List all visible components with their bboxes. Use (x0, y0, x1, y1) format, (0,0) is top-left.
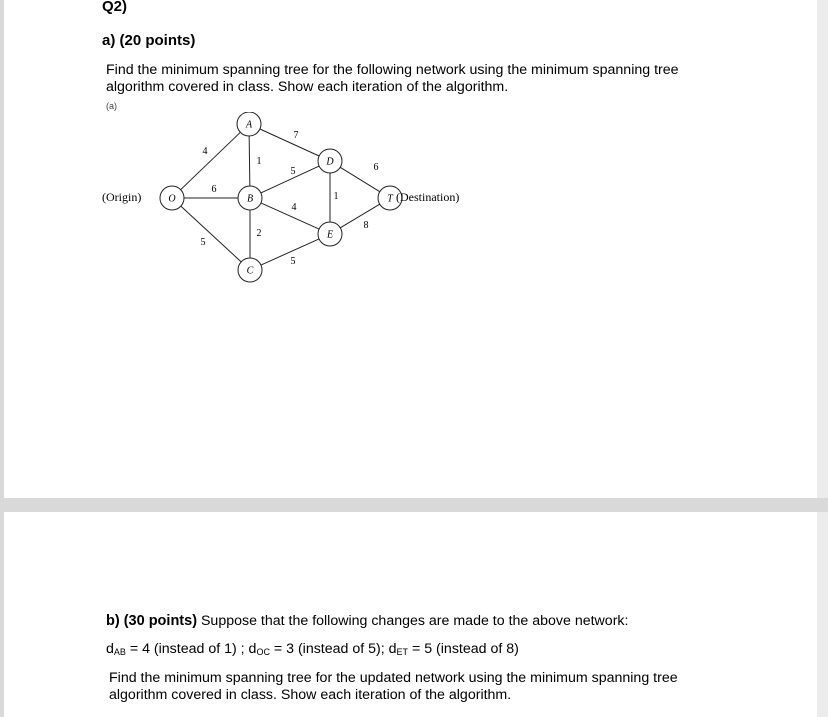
node-label-E: E (326, 229, 334, 241)
part-b-intro-text: Suppose that the following changes are made to the above network: (197, 613, 629, 629)
distance-var: d (248, 641, 257, 657)
distance-var: d (106, 641, 114, 657)
edge-O-A (181, 132, 241, 189)
page-edge (817, 512, 828, 717)
distance-change-text: = 4 (instead of 1) ; (125, 641, 249, 657)
edge-weight-O-C: 5 (200, 237, 206, 248)
distance-subscript: OC (256, 647, 270, 657)
node-label-B: B (246, 193, 254, 205)
edge-O-C (181, 206, 241, 262)
edge-A-D (260, 129, 319, 156)
edge-weight-E-T: 8 (363, 220, 369, 231)
node-label-C: C (246, 265, 254, 277)
distance-change-text: = 3 (instead of 5); (269, 641, 389, 657)
part-a-line-1: Find the minimum spanning tree for the following network using the minimum spanning tree (106, 62, 679, 78)
distance-subscript: AB (113, 647, 126, 657)
distance-changes (106, 641, 519, 657)
distance-var: d (388, 641, 397, 657)
node-label-D: D (326, 156, 334, 168)
edge-B-E (261, 203, 319, 229)
edge-weight-D-E: 1 (333, 191, 339, 202)
edge-weight-B-C: 2 (256, 228, 262, 239)
distance-subscript: ET (396, 647, 409, 657)
part-a-instructions (106, 62, 679, 96)
edge-weight-O-A: 4 (202, 146, 208, 157)
cropped-caption-fragment: (a) (106, 101, 117, 111)
edge-weight-O-B: 6 (211, 184, 217, 195)
network-diagram (100, 112, 500, 287)
document-page-1 (4, 0, 817, 498)
edge-weight-A-D: 7 (293, 130, 299, 141)
part-b-intro (106, 613, 628, 629)
node-label-O: O (168, 193, 176, 205)
origin-label: (Origin) (102, 190, 142, 204)
edge-E-T (340, 204, 379, 228)
edge-weight-C-E: 5 (290, 256, 296, 267)
document-page-2 (4, 512, 817, 717)
edge-weight-B-E: 4 (291, 202, 297, 213)
edge-weight-B-D: 5 (290, 166, 296, 177)
part-b-heading: b) (30 points) (106, 613, 198, 629)
edge-weight-A-B: 1 (256, 156, 262, 167)
part-a-line-2: algorithm covered in class. Show each iteration of the algorithm. (106, 79, 509, 95)
node-label-A: A (245, 119, 253, 131)
question-label: Q2) (102, 0, 128, 15)
destination-label: (Destination) (396, 190, 460, 204)
distance-change-text: = 5 (instead of 8) (408, 641, 519, 657)
part-b-line-2: algorithm covered in class. Show each iteration of the algorithm. (109, 687, 512, 703)
part-a-heading: a) (20 points) (102, 32, 196, 49)
part-b-instructions (109, 670, 678, 704)
edge-weight-D-T: 6 (373, 162, 379, 173)
edge-A-B (249, 136, 250, 186)
page-edge (817, 0, 828, 498)
part-b-line-1: Find the minimum spanning tree for the updated network using the minimum spanning tree (109, 670, 678, 686)
network-edges (181, 129, 380, 265)
node-label-T: T (387, 193, 393, 205)
